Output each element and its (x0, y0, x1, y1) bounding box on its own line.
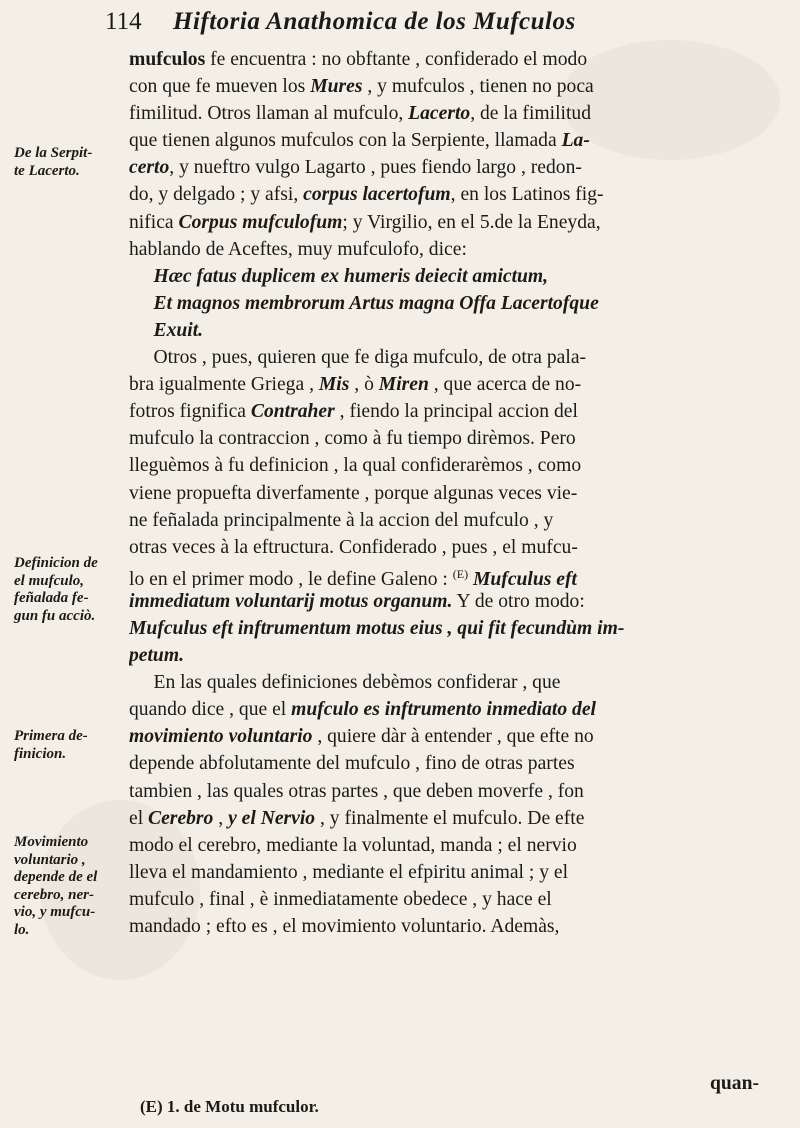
text-line: nifica Corpus mufculofum; y Virgilio, en el 5.de la Eneyda, (129, 211, 601, 233)
margin-note-line: lo. (14, 921, 30, 938)
text-line: do, y delgado ; y afsi, corpus lacertofum, en los Latinos fig- (129, 184, 604, 206)
text-line: otras veces à la eftructura. Confiderado , pues , el mufcu- (129, 536, 578, 558)
body-text (129, 46, 769, 940)
margin-note-line: Movimiento (14, 834, 89, 850)
margin-note-line: Definicion de (14, 555, 98, 571)
margin-note-line: te Lacerto. (14, 162, 80, 179)
page-number: 114 (105, 8, 142, 35)
margin-note-definicion (14, 555, 126, 625)
text-line: ne feñalada principalmente à la accion del mufculo , y (129, 509, 554, 531)
text-line: mufculo , final , è inmediatamente obedece , y hace el (129, 888, 552, 910)
footnote: (E) 1. de Motu mufculor. (140, 1097, 319, 1116)
text-line: Otros , pues, quieren que fe diga mufculo, de otra pala- (129, 347, 587, 369)
text-line: certo, y nueftro vulgo Lagarto , pues fiendo largo , redon- (129, 157, 582, 179)
margin-note-line: voluntario , (14, 851, 86, 868)
margin-note-primera-definicion (14, 728, 126, 763)
text-line: mufculo la contraccion , como à fu tiempo dirèmos. Pero (129, 428, 576, 450)
text-line: lleguèmos à fu definicion , la qual confiderarèmos , como (129, 455, 582, 477)
text-line: quando dice , que el mufculo es inftrumento inmediato del (129, 699, 596, 721)
margin-note-line: Primera de- (14, 728, 88, 744)
text-line: Et magnos membrorum Artus magna Offa Lacertofque (153, 292, 599, 314)
text-line: mufculos fe encuentra : no obftante , confiderado el modo (129, 49, 588, 70)
text-line: En las quales definiciones debèmos confiderar , que (129, 672, 561, 694)
text-line: depende abfolutamente del mufculo , fino de otras partes (129, 753, 575, 775)
margin-note-line: el mufculo, (14, 572, 84, 589)
text-line: que tienen algunos mufculos con la Serpiente, llamada La- (129, 130, 590, 152)
text-line: modo el cerebro, mediante la voluntad, manda ; el nervio (129, 834, 577, 856)
margin-note-line: De la Serpit- (14, 145, 93, 161)
text-line: Mufculus eft inftrumentum motus eius , qui fit fecundùm im- (129, 617, 625, 639)
running-header (105, 8, 765, 42)
text-line: lleva el mandamiento , mediante el efpiritu animal ; y el (129, 861, 569, 883)
text-line: bra igualmente Griega , Mis , ò Miren , que acerca de no- (129, 374, 582, 396)
text-line: viene propuefta diverfamente , porque algunas veces vie- (129, 482, 578, 504)
text-line: tambien , las quales otras partes , que deben moverfe , fon (129, 780, 584, 802)
margin-note-line: gun fu acciò. (14, 607, 96, 624)
margin-note-movimiento-voluntario (14, 834, 126, 939)
text-line: Hæc fatus duplicem ex humeris deiecit amictum, (153, 265, 549, 287)
text-line: fimilitud. Otros llaman al mufculo, Lacerto, de la fimilitud (129, 103, 592, 125)
text-line: el Cerebro , y el Nervio , y finalmente el mufculo. De efte (129, 807, 585, 829)
margin-note-serpiente (14, 145, 126, 180)
text-line: petum. (129, 645, 184, 667)
text-line: immediatum voluntarij motus organum. Y de otro modo: (129, 590, 585, 612)
text-line: con que fe mueven los Mures , y mufculos , tienen no poca (129, 76, 594, 98)
text-line: movimiento voluntario , quiere dàr à entender , que efte no (129, 726, 594, 748)
text-line: lo en el primer modo , le define Galeno : $^{(E)}$ Mufculus eft (129, 566, 577, 588)
margin-note-line: cerebro, ner- (14, 886, 94, 903)
margin-note-line: finicion. (14, 745, 67, 762)
text-line: mandado ; efto es , el movimiento voluntario. Ademàs, (129, 916, 560, 937)
text-line: fotros fignifica Contraher , fiendo la principal accion del (129, 401, 578, 423)
margin-note-line: feñalada fe- (14, 590, 89, 606)
catchword: quan- (710, 1073, 760, 1094)
margin-note-line: depende de el (14, 869, 98, 885)
text-line: hablando de Aceftes, muy mufculofo, dice: (129, 238, 467, 260)
margin-note-line: vio, y mufcu- (14, 904, 96, 920)
running-title: Hiftoria Anathomica de los Mufculos (173, 8, 576, 35)
text-line: Exuit. (153, 319, 204, 341)
